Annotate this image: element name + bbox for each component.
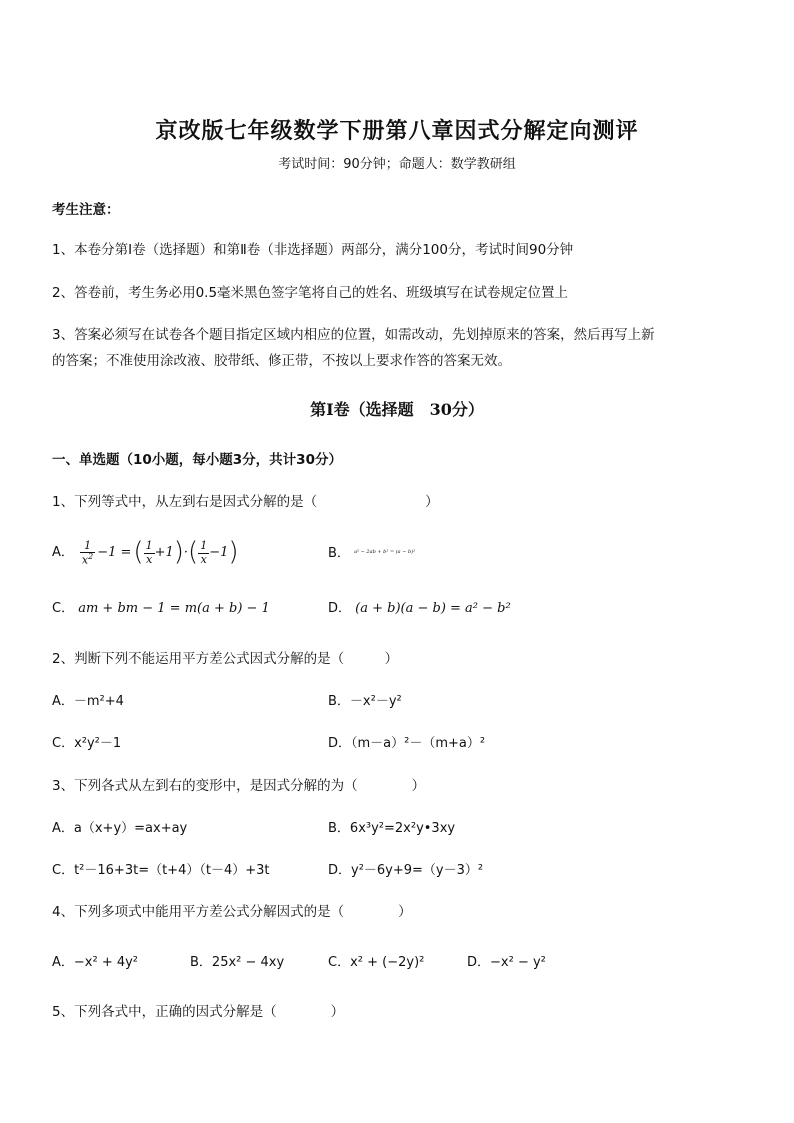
- q4-option-a[interactable]: A．−x² + 4y²: [52, 955, 139, 970]
- q1-option-c[interactable]: [52, 601, 270, 617]
- question-2-stem: 2、判断下列不能运用平方差公式因式分解的是（ ）: [52, 651, 399, 667]
- q1a-paren: ): [173, 537, 184, 568]
- q3-option-b[interactable]: B．6x³y²=2x²y•3xy: [328, 821, 456, 836]
- q1-option-b-text: a² − 2ab + b² = (a − b)²: [354, 549, 416, 555]
- q1a-fraction-3: $\frac{1}{x}$: [200, 539, 208, 566]
- q2-option-a[interactable]: A．－m²+4: [52, 694, 124, 709]
- q1a-paren: (: [188, 537, 199, 568]
- q1-option-b-label: B．: [328, 546, 350, 561]
- q2-option-d[interactable]: D．（m－a）²－（m+a）²: [328, 736, 486, 751]
- q3-option-c[interactable]: C．t²－16+3t=（t+4）（t－4）+3t: [52, 863, 270, 878]
- question-4-stem: 4、下列多项式中能用平方差公式分解因式的是（ ）: [52, 904, 412, 920]
- exam-info: 考试时间：90分钟；命题人：数学教研组: [278, 157, 516, 172]
- q4-option-b[interactable]: B．25x² − 4xy: [190, 955, 285, 970]
- q1-option-c-label: C．: [52, 601, 75, 616]
- q1-option-d-text: (a + b)(a − b) = a² − b²: [355, 601, 511, 616]
- q1a-plus-one: +1: [154, 545, 174, 561]
- question-1-stem: 1、下列等式中，从左到右是因式分解的是（ ）: [52, 494, 439, 510]
- q2-option-b[interactable]: B．－x²－y²: [328, 694, 402, 709]
- note-item-3-cont: 的答案；不准使用涂改液、胶带纸、修正带，不按以上要求作答的答案无效。: [52, 353, 511, 369]
- q1-option-b[interactable]: [328, 546, 415, 562]
- q3-option-d[interactable]: D．y²－6y+9=（y－3）²: [328, 863, 484, 878]
- q1a-dot: ·: [183, 545, 189, 561]
- q3-option-a[interactable]: A．a（x+y）=ax+ay: [52, 821, 188, 836]
- q4-option-c[interactable]: C．x² + (−2y)²: [328, 955, 425, 970]
- q1a-minus-one-b: −1: [209, 545, 229, 561]
- q2-option-c[interactable]: C．x²y²－1: [52, 736, 122, 751]
- part-heading: 一、单选题（10小题，每小题3分，共计30分）: [52, 452, 342, 468]
- note-item-1: 1、本卷分第Ⅰ卷（选择题）和第Ⅱ卷（非选择题）两部分，满分100分，考试时间90分钟: [52, 242, 574, 258]
- notes-heading: 考生注意：: [52, 202, 120, 218]
- page-title: 京改版七年级数学下册第八章因式分解定向测评: [155, 118, 639, 144]
- q1a-fraction-1: $\frac{1}{x^2}$: [81, 538, 94, 567]
- question-3-stem: 3、下列各式从左到右的变形中，是因式分解的为（ ）: [52, 778, 426, 794]
- q1a-paren: ): [228, 537, 239, 568]
- question-5-stem: 5、下列各式中，正确的因式分解是（ ）: [52, 1004, 345, 1020]
- note-item-3: 3、答案必须写在试卷各个题目指定区域内相应的位置，如需改动，先划掉原来的答案，然后再写上新: [52, 327, 655, 343]
- q4-option-d[interactable]: D．−x² − y²: [467, 955, 546, 970]
- q1-option-c-text: am + bm − 1 = m(a + b) − 1: [78, 601, 270, 616]
- note-item-2: 2、答卷前，考生务必用0.5毫米黑色签字笔将自己的姓名、班级填写在试卷规定位置上: [52, 285, 569, 301]
- q1-option-a-label: A．: [52, 545, 74, 561]
- q1a-fraction-2: $\frac{1}{x}$: [145, 539, 153, 566]
- q1-option-d[interactable]: [328, 601, 511, 617]
- section-title: 第Ⅰ卷（选择题 30分）: [310, 400, 484, 419]
- q1-option-a[interactable]: [52, 533, 239, 573]
- q1-option-d-label: D．: [328, 601, 352, 616]
- q1a-minus-one: −1 =: [97, 545, 132, 561]
- q1a-paren: (: [133, 537, 144, 568]
